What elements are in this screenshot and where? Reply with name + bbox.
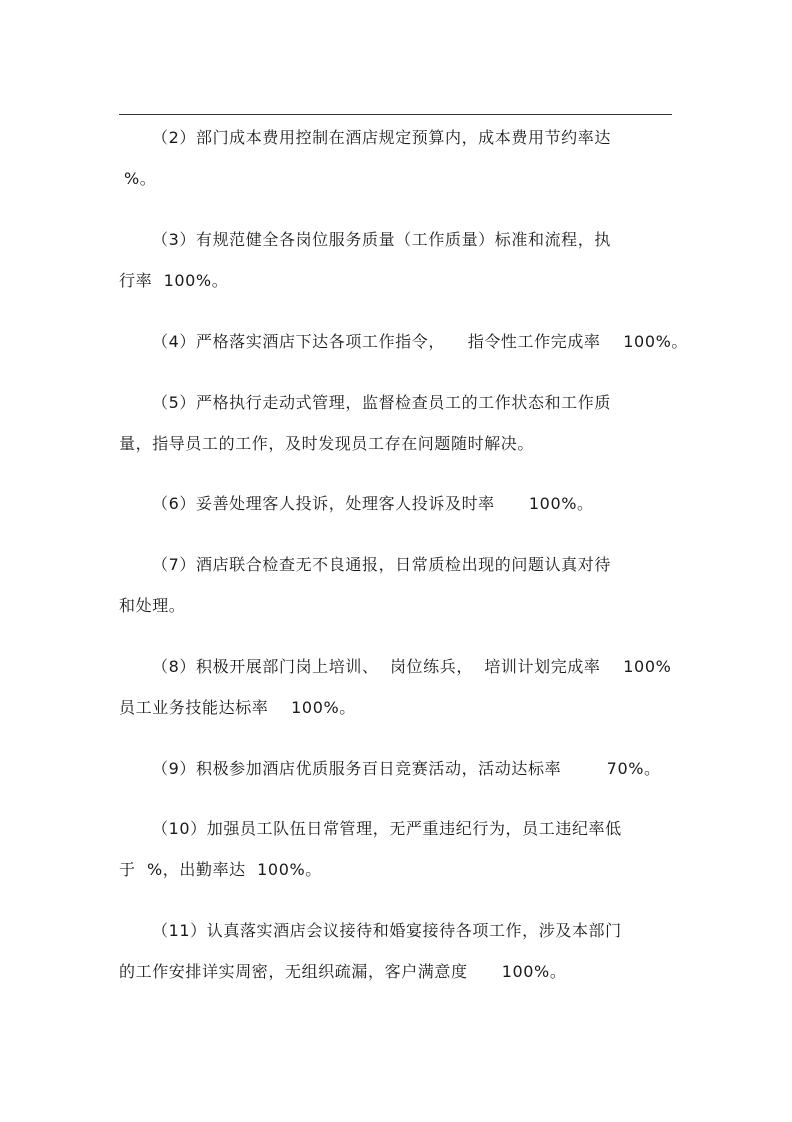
item-10-line-1: （10）加强员工队伍日常管理，无严重违纪行为，员工违纪率低 — [152, 819, 622, 838]
item-2-line-1: （2）部门成本费用控制在酒店规定预算内，成本费用节约率达 — [152, 128, 611, 147]
item-3-line-1: （3）有规范健全各岗位服务质量（工作质量）标准和流程，执 — [152, 230, 611, 249]
item-11-line-2: 的工作安排详实周密，无组织疏漏，客户满意度 100%。 — [119, 962, 567, 981]
header-rule — [119, 114, 672, 115]
item-6-line-1: （6）妥善处理客人投诉，处理客人投诉及时率 100%。 — [152, 494, 594, 513]
item-7-line-1: （7）酒店联合检查无不良通报，日常质检出现的问题认真对待 — [152, 555, 611, 574]
item-8-line-1: （8）积极开展部门岗上培训、 岗位练兵， 培训计划完成率 100% — [152, 657, 672, 676]
item-10-line-2: 于 %，出勤率达 100%。 — [119, 860, 322, 879]
item-4-line-1: （4）严格落实酒店下达各项工作指令， 指令性工作完成率 100%。 — [152, 332, 689, 351]
item-11-line-1: （11）认真落实酒店会议接待和婚宴接待各项工作，涉及本部门 — [152, 921, 622, 940]
item-5-line-2: 量，指导员工的工作，及时发现员工存在问题随时解决。 — [119, 434, 535, 453]
item-9-line-1: （9）积极参加酒店优质服务百日竞赛活动，活动达标率 70%。 — [152, 759, 661, 778]
item-7-line-2: 和处理。 — [119, 596, 186, 615]
item-2-line-2: %。 — [124, 169, 157, 188]
item-3-line-2: 行率 100%。 — [119, 271, 229, 290]
item-8-line-2: 员工业务技能达标率 100%。 — [119, 698, 356, 717]
item-5-line-1: （5）严格执行走动式管理，监督检查员工的工作状态和工作质 — [152, 393, 611, 412]
